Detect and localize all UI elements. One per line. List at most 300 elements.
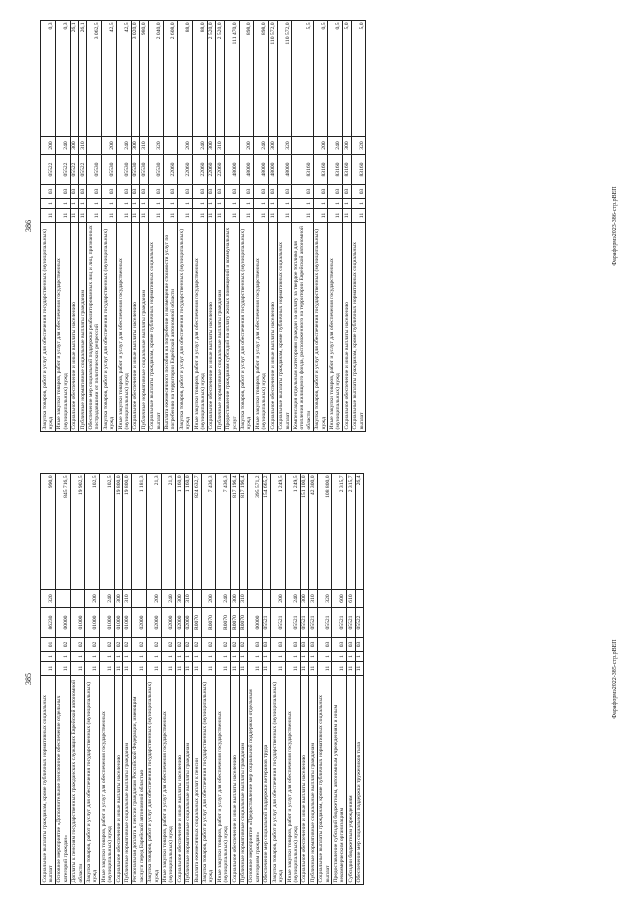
code-program: 11 (313, 209, 328, 223)
code-expense-type: 320 (41, 590, 56, 608)
code-subprogram: 1 (231, 652, 239, 662)
code-subprogram: 1 (351, 199, 366, 209)
code-expense-type (224, 137, 239, 155)
code-expense-type (262, 590, 270, 608)
row-name: Иные закупки товаров, работ и услуг для обеспечения государственных (муниципальных) нужд (55, 223, 70, 432)
page-number: 386 (24, 220, 33, 232)
code-direction: R0070 (193, 608, 201, 638)
code-event: 03 (70, 185, 78, 199)
table-row (254, 21, 269, 432)
budget-table-left (40, 473, 364, 885)
code-event: 02 (231, 638, 239, 652)
table-row (271, 474, 286, 885)
row-name: Социальное обеспечение и иные выплаты населению (176, 676, 184, 885)
code-event: 03 (148, 185, 163, 199)
code-event: 03 (247, 638, 262, 652)
code-expense-type: 200 (239, 137, 254, 155)
code-subprogram: 1 (87, 199, 102, 209)
row-name: Иные закупки товаров, работ и услуг для обеспечения государственных (муниципальных) нужд (328, 223, 343, 432)
code-program: 11 (292, 209, 313, 223)
table-row (343, 21, 351, 432)
row-amount: 3 020,0 (131, 21, 139, 137)
table-row (355, 474, 363, 885)
row-amount: 7 436,3 (216, 474, 231, 590)
row-name: Публичные нормативные социальные выплаты гражданам (239, 676, 247, 885)
code-program: 11 (87, 209, 102, 223)
code-subprogram: 1 (102, 199, 117, 209)
code-expense-type (355, 590, 363, 608)
budget-table-right (40, 20, 366, 432)
code-event: 02 (201, 638, 216, 652)
row-amount: 2 520,0 (207, 21, 215, 137)
table-row (262, 474, 270, 885)
code-subprogram: 1 (117, 199, 132, 209)
code-direction: 05521 (332, 608, 347, 638)
code-direction: 48000 (254, 155, 269, 185)
code-subprogram: 1 (309, 652, 317, 662)
table-row (193, 21, 208, 432)
code-expense-type: 240 (328, 137, 343, 155)
row-name: Основное мероприятие «Предоставление мер социальной поддержки отдельным категориям граждан» (247, 676, 262, 885)
table-row (140, 21, 148, 432)
code-event: 03 (328, 185, 343, 199)
code-subprogram: 1 (131, 199, 139, 209)
code-subprogram: 1 (131, 652, 146, 662)
code-direction: 22060 (193, 155, 208, 185)
table-row (309, 474, 317, 885)
row-amount: 21,3 (161, 474, 176, 590)
code-direction: 01000 (115, 608, 123, 638)
code-direction: 00000 (247, 608, 262, 638)
code-event: 02 (55, 638, 70, 652)
code-expense-type (163, 137, 178, 155)
table-row (286, 474, 301, 885)
code-subprogram: 1 (146, 652, 161, 662)
code-expense-type: 300 (343, 137, 351, 155)
table-row (347, 474, 355, 885)
table-row (292, 21, 313, 432)
code-subprogram: 1 (269, 199, 277, 209)
row-amount: 2 040,0 (148, 21, 163, 137)
code-direction: R0070 (216, 608, 231, 638)
row-name: Социальные выплаты гражданам, кроме публичных нормативных социальных выплат (317, 676, 332, 885)
code-direction: 05522 (79, 155, 87, 185)
row-amount: 102,5 (85, 474, 100, 590)
code-expense-type: 200 (85, 590, 100, 608)
code-event: 03 (286, 638, 301, 652)
row-name: Иные закупки товаров, работ и услуг для обеспечения государственных (муниципальных) нужд (286, 676, 301, 885)
code-event: 03 (313, 185, 328, 199)
code-expense-type: 240 (100, 590, 115, 608)
row-amount: 26,1 (70, 21, 78, 137)
row-name: Региональная доплата к пенсии гражданам Российской Федерации, имеющим заслуги перед Еврейской автономной областью (131, 676, 146, 885)
row-amount: 824 632,7 (193, 474, 201, 590)
page-386 (0, 0, 640, 452)
code-program: 11 (201, 662, 216, 676)
code-program: 11 (193, 209, 208, 223)
row-name: Социальные выплаты гражданам, кроме публичных нормативных социальных выплат (41, 676, 56, 885)
table-row (216, 474, 231, 885)
code-direction: 05521 (317, 608, 332, 638)
code-event: 03 (317, 638, 332, 652)
code-event: 02 (85, 638, 100, 652)
code-subprogram: 1 (184, 652, 192, 662)
code-expense-type (55, 590, 70, 608)
code-subprogram: 1 (193, 199, 208, 209)
row-name: Субсидии бюджетным учреждениям (347, 676, 355, 885)
table-row (178, 21, 193, 432)
code-event: 03 (178, 185, 193, 199)
code-program: 11 (332, 662, 347, 676)
table-row (70, 21, 78, 432)
code-program: 11 (262, 662, 270, 676)
code-expense-type: 240 (254, 137, 269, 155)
row-name: Публичные нормативные социальные выплаты гражданам (123, 676, 131, 885)
row-amount: 110 572,0 (277, 21, 292, 137)
code-program: 11 (286, 662, 301, 676)
code-program: 11 (309, 662, 317, 676)
code-subprogram: 1 (262, 652, 270, 662)
row-amount: 7 436,3 (201, 474, 216, 590)
code-direction: 48000 (239, 155, 254, 185)
table-row (332, 474, 347, 885)
table-row (117, 21, 132, 432)
code-event: 03 (300, 638, 308, 652)
page-footer: Фараформэ2023-386-стр.рВЕП (612, 186, 618, 266)
page-footer: Фараформэ2022-385-стр.рВЕП (612, 639, 618, 719)
code-direction: R0070 (239, 608, 247, 638)
table-row (239, 21, 254, 432)
code-program: 11 (239, 662, 247, 676)
table-row (131, 474, 146, 885)
code-expense-type (292, 137, 313, 155)
code-direction: 05522 (41, 155, 56, 185)
code-direction: 05522 (55, 155, 70, 185)
code-event: 02 (176, 638, 184, 652)
code-subprogram: 1 (161, 652, 176, 662)
code-expense-type: 300 (176, 590, 184, 608)
code-program: 11 (131, 662, 146, 676)
code-expense-type (87, 137, 102, 155)
code-program: 11 (146, 662, 161, 676)
code-expense-type: 300 (269, 137, 277, 155)
code-expense-type: 200 (313, 137, 328, 155)
row-name: Социальное обеспечение и иные выплаты населению (70, 223, 78, 432)
code-program: 11 (148, 209, 163, 223)
code-expense-type: 240 (216, 590, 231, 608)
code-subprogram: 1 (41, 652, 56, 662)
code-expense-type: 240 (193, 137, 208, 155)
code-subprogram: 1 (292, 199, 313, 209)
code-event: 03 (277, 185, 292, 199)
code-subprogram: 1 (317, 652, 332, 662)
code-subprogram: 1 (193, 652, 201, 662)
row-amount: 898,0 (254, 21, 269, 137)
code-program: 11 (161, 662, 176, 676)
row-name: Предоставление субсидий бюджетным, автономным учреждениям и иным некоммерческим организациям (332, 676, 347, 885)
row-name: Иные закупки товаров, работ и услуг для обеспечения государственных (муниципальных) нужд (161, 676, 176, 885)
code-direction: 86230 (41, 608, 56, 638)
code-expense-type: 320 (277, 137, 292, 155)
code-direction: 01000 (123, 608, 131, 638)
row-name: Закупка товаров, работ и услуг для обеспечения государственных (муниципальных) нужд (271, 676, 286, 885)
code-direction: 83160 (328, 155, 343, 185)
code-direction: 00000 (55, 608, 70, 638)
code-program: 11 (100, 662, 115, 676)
code-expense-type: 300 (300, 590, 308, 608)
row-amount: 5,5 (292, 21, 313, 137)
code-direction: 22060 (178, 155, 193, 185)
row-amount: 1 249,5 (271, 474, 286, 590)
code-program: 11 (271, 662, 286, 676)
code-program: 11 (317, 662, 332, 676)
row-amount: 26,4 (355, 474, 363, 590)
code-event: 02 (123, 638, 131, 652)
code-event: 02 (216, 638, 231, 652)
table-row (85, 474, 100, 885)
row-name: Иные закупки товаров, работ и услуг для обеспечения государственных (муниципальных) нужд (216, 676, 231, 885)
code-event: 03 (79, 185, 87, 199)
code-subprogram: 1 (300, 652, 308, 662)
code-event: 03 (193, 185, 208, 199)
row-name: Социальное обеспечение и иные выплаты населению (115, 676, 123, 885)
code-expense-type: 300 (70, 137, 78, 155)
code-direction: 05521 (347, 608, 355, 638)
row-amount: 5,0 (343, 21, 351, 137)
code-program: 11 (247, 662, 262, 676)
row-amount: 21,3 (146, 474, 161, 590)
code-subprogram: 1 (178, 199, 193, 209)
row-name: Социальные выплаты гражданам, кроме публичных нормативных социальных выплат (148, 223, 163, 432)
code-event: 02 (184, 638, 192, 652)
table-row (87, 21, 102, 432)
row-amount: 2 608,0 (163, 21, 178, 137)
code-expense-type: 240 (161, 590, 176, 608)
table-row (231, 474, 239, 885)
code-event: 03 (271, 638, 286, 652)
row-name: Социальное обеспечение и иные выплаты населению (131, 223, 139, 432)
row-name: Закупка товаров, работ и услуг для обеспечения государственных (муниципальных) нужд (146, 676, 161, 885)
code-expense-type: 200 (178, 137, 193, 155)
code-program: 11 (55, 662, 70, 676)
table-row (55, 21, 70, 432)
row-amount: 0,5 (328, 21, 343, 137)
code-direction: 01000 (100, 608, 115, 638)
table-row (224, 21, 239, 432)
table-row (269, 21, 277, 432)
code-event: 03 (239, 185, 254, 199)
row-name: Закупка товаров, работ и услуг для обеспечения государственных (муниципальных) нужд (102, 223, 117, 432)
code-direction: 22060 (216, 155, 224, 185)
code-event: 02 (193, 638, 201, 652)
code-event: 03 (216, 185, 224, 199)
code-event: 02 (100, 638, 115, 652)
page-number: 385 (24, 673, 33, 685)
code-program: 11 (254, 209, 269, 223)
row-amount: 154 665,2 (262, 474, 270, 590)
code-direction: 48000 (224, 155, 239, 185)
table-row (70, 474, 85, 885)
row-amount: 1 249,5 (286, 474, 301, 590)
table-row (161, 474, 176, 885)
code-program: 11 (300, 662, 308, 676)
code-expense-type (70, 590, 85, 608)
code-subprogram: 1 (343, 199, 351, 209)
code-direction: 05530 (87, 155, 102, 185)
code-event: 03 (55, 185, 70, 199)
code-subprogram: 1 (224, 199, 239, 209)
code-expense-type: 310 (79, 137, 87, 155)
row-amount: 110 572,0 (269, 21, 277, 137)
code-expense-type: 300 (115, 590, 123, 608)
table-row (100, 474, 115, 885)
code-program: 11 (184, 662, 192, 676)
code-expense-type: 300 (231, 590, 239, 608)
row-name: Предоставление гражданам субсидий на оплату жилых помещений и коммунальных услуг (224, 223, 239, 432)
code-event: 03 (87, 185, 102, 199)
code-program: 11 (277, 209, 292, 223)
code-program: 11 (115, 662, 123, 676)
code-expense-type: 300 (131, 137, 139, 155)
code-program: 11 (207, 209, 215, 223)
code-subprogram: 1 (201, 652, 216, 662)
code-subprogram: 1 (41, 199, 56, 209)
code-subprogram: 1 (115, 652, 123, 662)
row-amount: 19 800,0 (115, 474, 123, 590)
row-name: Иные закупки товаров, работ и услуг для обеспечения государственных (муниципальных) нужд (193, 223, 208, 432)
row-amount: 19 902,5 (70, 474, 85, 590)
code-subprogram: 1 (286, 652, 301, 662)
row-name: Социальное обеспечение и иные выплаты населению (269, 223, 277, 432)
page-385 (0, 453, 640, 905)
row-amount: 817 196,4 (239, 474, 247, 590)
code-program: 11 (193, 662, 201, 676)
row-amount: 5,0 (351, 21, 366, 137)
table-row (328, 21, 343, 432)
row-amount: 88,0 (193, 21, 208, 137)
code-program: 11 (224, 209, 239, 223)
row-amount: 2 520,0 (216, 21, 224, 137)
code-direction: 83160 (343, 155, 351, 185)
code-direction: 05521 (286, 608, 301, 638)
code-program: 11 (351, 209, 366, 223)
code-direction: 83160 (351, 155, 366, 185)
code-subprogram: 1 (254, 199, 269, 209)
row-amount: 2 315,7 (347, 474, 355, 590)
code-subprogram: 1 (207, 199, 215, 209)
code-program: 11 (163, 209, 178, 223)
code-direction: R0070 (201, 608, 216, 638)
code-event: 02 (239, 638, 247, 652)
code-subprogram: 1 (70, 199, 78, 209)
table-row (184, 474, 192, 885)
table-row (146, 474, 161, 885)
code-event: 02 (161, 638, 176, 652)
code-expense-type: 320 (148, 137, 163, 155)
row-name: Закупка товаров, работ и услуг для обеспечения государственных (муниципальных) нужд (41, 223, 56, 432)
row-amount: 1 181,3 (131, 474, 146, 590)
code-direction: 02000 (161, 608, 176, 638)
code-expense-type: 240 (286, 590, 301, 608)
table-row (239, 474, 247, 885)
code-event: 03 (332, 638, 347, 652)
code-subprogram: 1 (355, 652, 363, 662)
code-program: 11 (239, 209, 254, 223)
row-name: Социальное обеспечение и иные выплаты населению (300, 676, 308, 885)
table-row (216, 21, 224, 432)
code-subprogram: 1 (216, 652, 231, 662)
code-subprogram: 1 (85, 652, 100, 662)
row-name: Публичные нормативные социальные выплаты гражданам (79, 223, 87, 432)
row-amount: 19 800,0 (123, 474, 131, 590)
code-program: 11 (178, 209, 193, 223)
row-amount: 3 062,5 (87, 21, 102, 137)
code-direction: R0070 (231, 608, 239, 638)
code-program: 11 (102, 209, 117, 223)
row-amount: 108 800,0 (317, 474, 332, 590)
code-direction: 02000 (131, 608, 146, 638)
code-event: 03 (131, 185, 139, 199)
code-event: 02 (131, 638, 146, 652)
code-direction: 01000 (70, 608, 85, 638)
code-program: 11 (328, 209, 343, 223)
code-program: 11 (70, 209, 78, 223)
code-event: 02 (115, 638, 123, 652)
row-name: Основное мероприятие «Дополнительное пенсионное обеспечение отдельных категорий граждан» (55, 676, 70, 885)
table-row (207, 21, 215, 432)
row-amount: 0,3 (41, 21, 56, 137)
code-direction: 22060 (207, 155, 215, 185)
table-row (193, 474, 201, 885)
code-direction: 05522 (355, 608, 363, 638)
code-event: 03 (207, 185, 215, 199)
table-row (131, 21, 139, 432)
code-subprogram: 1 (163, 199, 178, 209)
row-amount: 817 196,4 (231, 474, 239, 590)
row-amount: 102,5 (100, 474, 115, 590)
code-event: 03 (347, 638, 355, 652)
code-subprogram: 1 (347, 652, 355, 662)
code-event: 03 (224, 185, 239, 199)
code-expense-type: 310 (239, 590, 247, 608)
row-amount: 1 160,0 (184, 474, 192, 590)
code-direction: 83160 (292, 155, 313, 185)
row-name: Социальное обеспечение и иные выплаты населению (207, 223, 215, 432)
table-row (247, 474, 262, 885)
code-direction: 02000 (146, 608, 161, 638)
row-name: Иные закупки товаров, работ и услуг для обеспечения государственных (муниципальных) нужд (254, 223, 269, 432)
table-row (277, 21, 292, 432)
row-name: Обеспечение мер социальной поддержки ветеранов труда (262, 676, 270, 885)
code-subprogram: 1 (55, 652, 70, 662)
row-name: Социальные выплаты гражданам, кроме публичных нормативных социальных выплат (277, 223, 292, 432)
table-row (351, 21, 366, 432)
code-expense-type: 200 (271, 590, 286, 608)
table-row (115, 474, 123, 885)
row-amount: 42 300,0 (309, 474, 317, 590)
row-amount: 2 315,7 (332, 474, 347, 590)
code-direction: 05521 (300, 608, 308, 638)
code-subprogram: 1 (100, 652, 115, 662)
code-subprogram: 1 (148, 199, 163, 209)
code-subprogram: 1 (176, 652, 184, 662)
row-name: Закупка товаров, работ и услуг для обеспечения государственных (муниципальных) нужд (178, 223, 193, 432)
code-expense-type: 200 (201, 590, 216, 608)
row-name: Компенсация отдельным категориям граждан за оплату за твердое топливо для отопления жилищного фонда, расположенного на территории Еврейской автономной области (292, 223, 313, 432)
code-expense-type: 240 (117, 137, 132, 155)
code-subprogram: 1 (70, 652, 85, 662)
code-event: 01 (41, 638, 56, 652)
